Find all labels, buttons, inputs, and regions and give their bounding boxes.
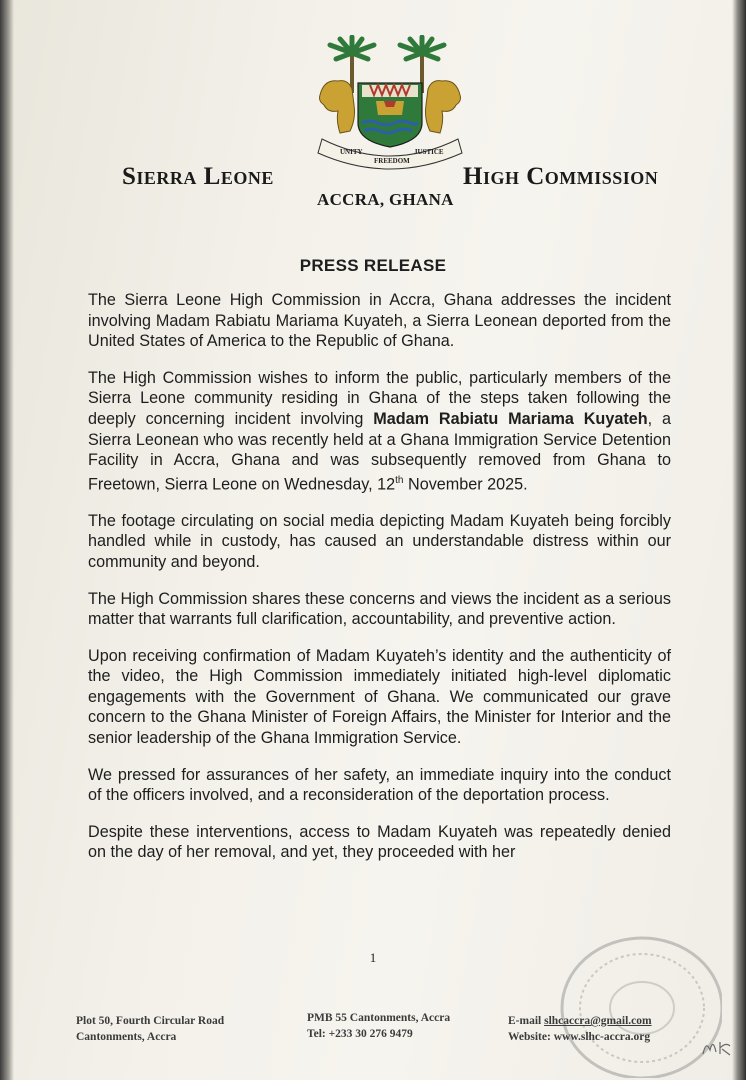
footer-address-line1: Plot 50, Fourth Circular Road — [76, 1015, 225, 1027]
paragraph-4: The High Commission shares these concerns and views the incident as a serious matter that warrants full clarification, accountability, and preventive action. — [88, 589, 671, 629]
official-stamp-icon — [532, 928, 722, 1078]
header-high-commission: High Commission — [463, 163, 659, 190]
motto-justice: JUSTICE — [414, 148, 444, 156]
handwritten-initials-signature — [700, 1034, 736, 1058]
paragraph-2-ordinal: th — [395, 474, 404, 486]
motto-unity: UNITY — [340, 148, 363, 156]
paragraph-2-part-a: The High Commission wishes to inform the public, particularly members of the Sierra Leone community residing in Ghana of the steps taken following the deeply concerning incident involving — [88, 368, 671, 428]
paragraph-6: We pressed for assurances of her safety, an immediate inquiry into the conduct of the officers involved, and a reconsideration of the deportation process. — [88, 765, 671, 805]
footer-pmb: PMB 55 Cantonments, Accra — [307, 1012, 451, 1024]
footer-address — [76, 1013, 224, 1045]
footer-website-link[interactable]: www.slhc-accra.org — [553, 1031, 651, 1043]
page-shadow-right — [732, 0, 746, 1080]
page-shadow-left — [0, 0, 14, 1080]
header-sierra-leone: Sierra Leone — [122, 163, 274, 190]
footer-website-line — [508, 1029, 652, 1045]
paragraph-5: Upon receiving confirmation of Madam Kuyateh’s identity and the authenticity of the video, the High Commission immediately initiated high-level diplomatic engagements with the Government of Ghana. We communicated our grave concern to the Ghana Minister of Foreign Affairs, the Minister for Interior and the senior leadership of the Ghana Immigration Service. — [88, 646, 671, 748]
footer-email-line — [508, 1013, 652, 1029]
paragraph-7: Despite these interventions, access to Madam Kuyateh was repeatedly denied on the day of her removal, and yet, they proceeded with her — [88, 822, 671, 862]
coat-of-arms-icon — [310, 35, 470, 170]
footer-email-link[interactable]: slhcaccra@gmail.com — [544, 1015, 652, 1027]
paragraph-2 — [88, 368, 671, 495]
page-number: 1 — [369, 950, 377, 965]
motto-freedom: FREEDOM — [374, 157, 410, 165]
shield-icon — [358, 83, 422, 147]
press-release-title: PRESS RELEASE — [299, 256, 447, 275]
lion-right-icon — [426, 81, 461, 133]
paragraph-2-part-b: , a Sierra Leonean who was recently held at a Ghana Immigration Service Detention Facility in Accra, Ghana and was subsequently removed from Ghana to Freetown, Sierra Leone on Wednesday, 12 — [88, 409, 672, 494]
header-city: ACCRA, GHANA — [317, 190, 454, 209]
footer-contact — [307, 1010, 450, 1042]
paragraph-2-part-c: November 2025. — [403, 475, 528, 494]
footer-website-label: Website: — [508, 1031, 554, 1043]
paragraph-3: The footage circulating on social media depicting Madam Kuyateh being forcibly handled while in custody, has caused an understandable distress within our community and beyond. — [88, 511, 671, 571]
lion-left-icon — [320, 81, 355, 133]
press-release-body — [88, 290, 671, 879]
footer-address-line2: Cantonments, Accra — [76, 1031, 177, 1043]
paragraph-1: The Sierra Leone High Commission in Accra, Ghana addresses the incident involving Madam Rabiatu Mariama Kuyateh, a Sierra Leonean deported from the United States of America to the Republic of Ghana. — [88, 291, 671, 351]
footer-tel: Tel: +233 30 276 9479 — [307, 1028, 413, 1040]
footer-online — [508, 1013, 652, 1045]
paragraph-2-bold-name: Madam Rabiatu Mariama Kuyateh — [373, 409, 648, 428]
footer-email-label: E-mail — [508, 1015, 545, 1027]
